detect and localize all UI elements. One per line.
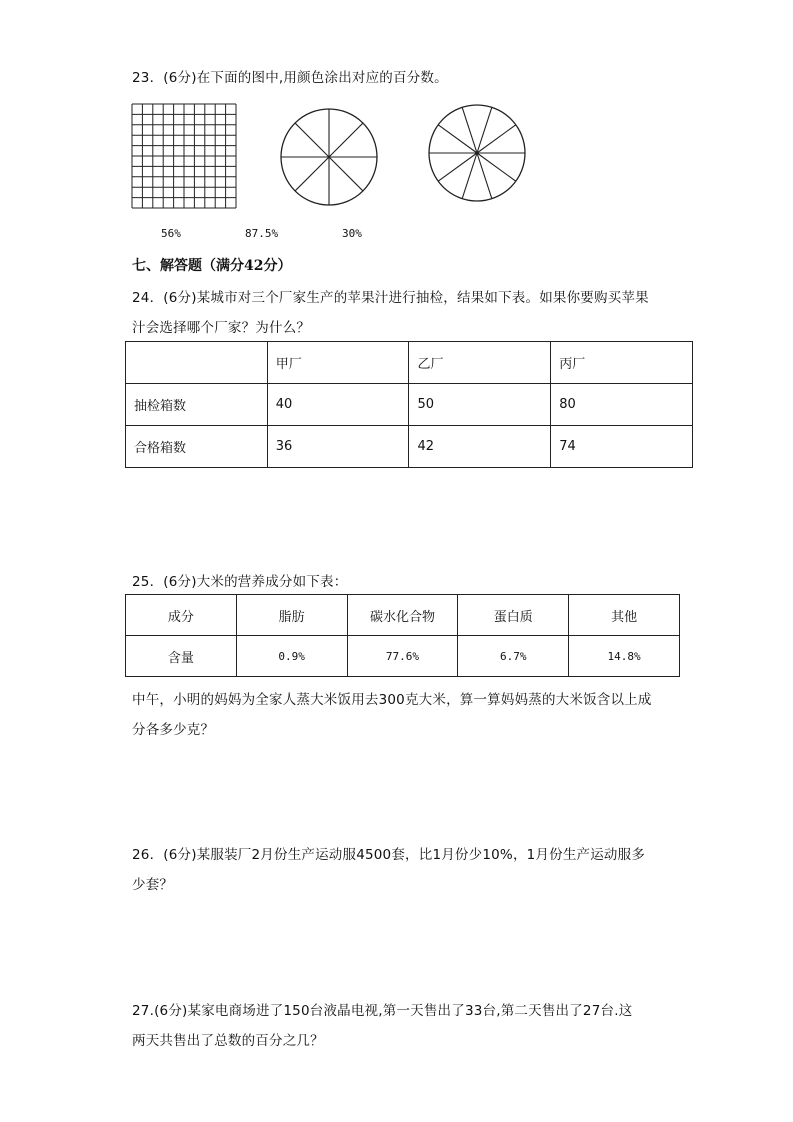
- circle-eighths-radius: [329, 157, 363, 191]
- table-cell: 36: [267, 426, 409, 468]
- q27-line2: 两天共售出了总数的百分之几？: [132, 1033, 324, 1049]
- table-cell: 14.8%: [569, 636, 680, 677]
- label-30: 30%: [342, 227, 362, 240]
- circle-tenths-radius: [438, 153, 477, 181]
- table-cell: 80: [551, 384, 693, 426]
- header-cell: 其他: [569, 595, 680, 636]
- circle-tenths-radius: [462, 153, 477, 199]
- table-cell: 77.6%: [347, 636, 458, 677]
- circle-tenths-radius: [462, 107, 477, 153]
- label-56: 56%: [161, 227, 181, 240]
- table-row: [126, 636, 680, 677]
- circle-tenths-radius: [477, 153, 516, 181]
- q27-line1: 27.(6分)某家电商场进了150台液晶电视,第一天售出了33台,第二天售出了27台.这: [132, 1003, 633, 1019]
- table-row: [126, 384, 693, 426]
- header-cell: 乙厂: [409, 342, 551, 384]
- table-cell: 含量: [126, 636, 237, 677]
- q24-line2: 汁会选择哪个厂家？为什么？: [132, 320, 311, 336]
- table-header-row: [126, 595, 680, 636]
- q23-text: 23．(6分)在下面的图中,用颜色涂出对应的百分数。: [132, 70, 448, 86]
- section-title: 七、解答题（满分42分）: [132, 258, 292, 274]
- q25-table: [125, 594, 680, 677]
- q24-line1: 24．(6分)某城市对三个厂家生产的苹果汁进行抽检，结果如下表。如果你要购买苹果: [132, 290, 649, 306]
- table-cell: 0.9%: [236, 636, 347, 677]
- circle-eighths: [278, 106, 380, 208]
- header-cell: 丙厂: [551, 342, 693, 384]
- header-cell: 成分: [126, 595, 237, 636]
- q24-table: [125, 341, 693, 468]
- circle-eighths-radius: [329, 123, 363, 157]
- table-header-row: [126, 342, 693, 384]
- circle-eighths-radius: [295, 123, 329, 157]
- header-cell: 脂肪: [236, 595, 347, 636]
- circle-tenths: [426, 102, 528, 204]
- circle-tenths-radius: [438, 125, 477, 153]
- table-cell: 合格箱数: [126, 426, 268, 468]
- hundred-square-grid: [131, 103, 237, 209]
- circle-tenths-radius: [477, 107, 492, 153]
- table-cell: 42: [409, 426, 551, 468]
- q25-text: 25．(6分)大米的营养成分如下表：: [132, 574, 348, 590]
- q26-line1: 26．(6分)某服装厂2月份生产运动服4500套，比1月份少10%，1月份生产运动服多: [132, 847, 646, 863]
- circle-tenths-radius: [477, 125, 516, 153]
- circle-eighths-radius: [295, 157, 329, 191]
- table-row: [126, 426, 693, 468]
- header-cell: 甲厂: [267, 342, 409, 384]
- table-cell: 抽检箱数: [126, 384, 268, 426]
- header-cell: 碳水化合物: [347, 595, 458, 636]
- header-cell: [126, 342, 268, 384]
- header-cell: 蛋白质: [458, 595, 569, 636]
- q25-after-line2: 分各多少克？: [132, 722, 215, 738]
- label-87-5: 87.5%: [245, 227, 279, 240]
- q25-after-line1: 中午，小明的妈妈为全家人蒸大米饭用去300克大米，算一算妈妈蒸的大米饭含以上成: [132, 692, 652, 708]
- table-cell: 74: [551, 426, 693, 468]
- circle-tenths-radius: [477, 153, 492, 199]
- table-cell: 40: [267, 384, 409, 426]
- q26-line2: 少套？: [132, 877, 174, 893]
- table-cell: 50: [409, 384, 551, 426]
- table-cell: 6.7%: [458, 636, 569, 677]
